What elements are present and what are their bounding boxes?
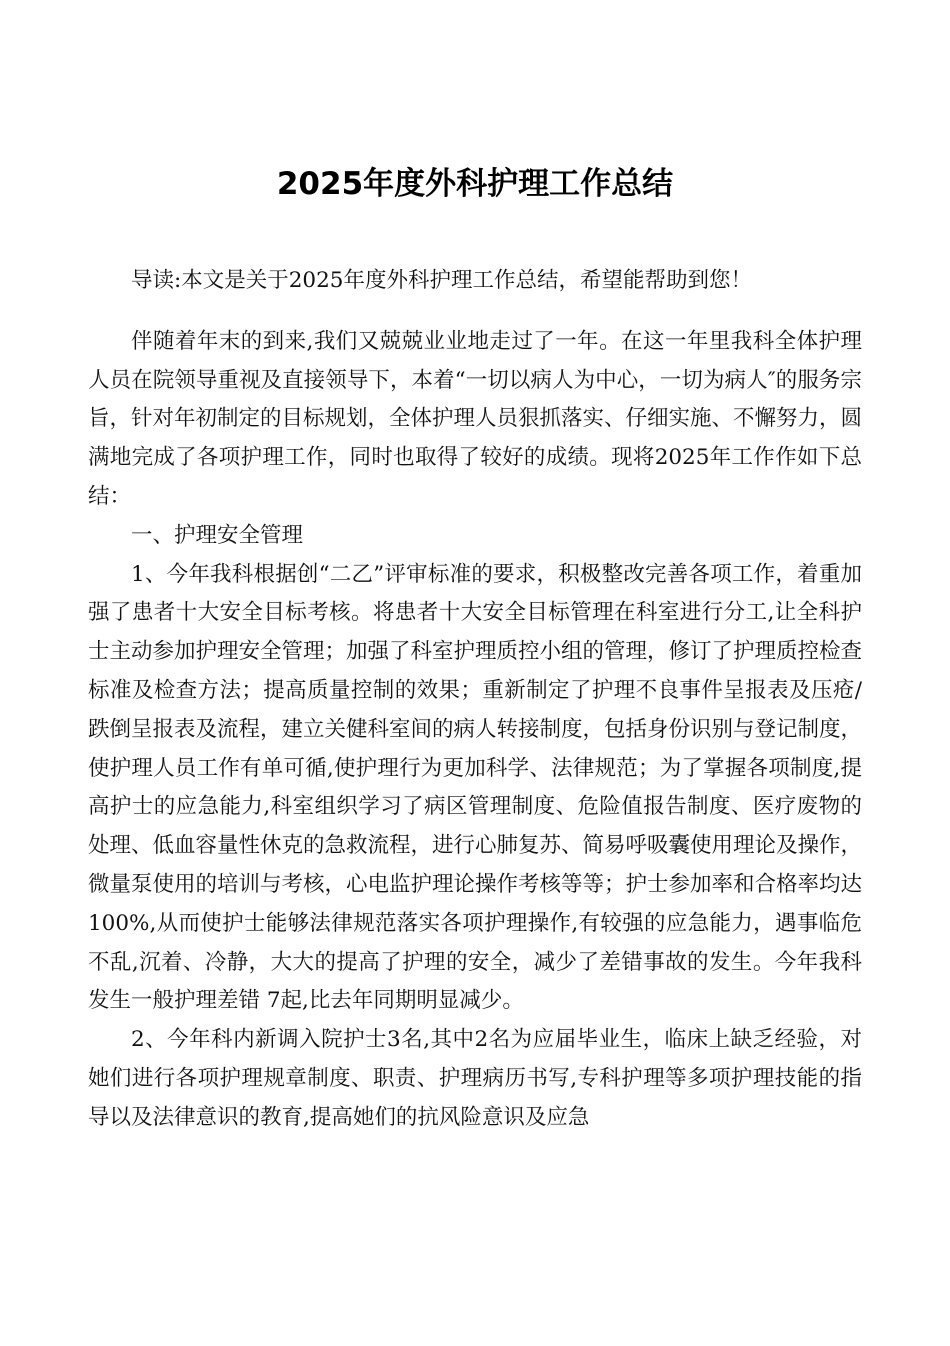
document-title: 2025年度外科护理工作总结	[276, 166, 674, 202]
body-paragraph: 伴随着年末的到来,我们又兢兢业业地走过了一年。在这一年里我科全体护理人员在院领导重视及直接领导下，本着“一切以病人为中心，一切为病人″的服务宗旨，针对年初制定的目标规划，全体护理人员狠抓落实、仔细实施、不懈努力，圆满地完成了各项护理工作，同时也取得了较好的成绩。现将2025年工作作如下总结：	[88, 328, 863, 509]
document-body	[88, 262, 862, 1138]
body-paragraph: 2、今年科内新调入院护士3名,其中2名为应届毕业生，临床上缺乏经验，对她们进行各项护理规章制度、职责、护理病历书写,专科护理等多项护理技能的指导以及法律意识的教育,提高她们的抗风险意识及应急	[88, 1027, 862, 1130]
intro-paragraph: 导读:本文是关于2025年度外科护理工作总结，希望能帮助到您！	[131, 268, 752, 293]
section-heading: 一、护理安全管理	[131, 522, 304, 548]
body-paragraph: 1、今年我科根据创“二乙”评审标准的要求，积极整改完善各项工作，着重加强了患者十大安全目标考核。将患者十大安全目标管理在科室进行分工,让全科护士主动参加护理安全管理；加强了科室护理质控小组的管理，修订了护理质控检查标准及检查方法；提高质量控制的效果；重新制定了护理不良事件呈报表及压疮/跌倒呈报表及流程，建立关健科室间的病人转接制度，包括身份识别与登记制度，使护理人员工作有单可循,使护理行为更加科学、法律规范；为了掌握各项制度,提高护士的应急能力,科室组织学习了病区管理制度、危险值报告制度、医疗废物的处理、低血容量性休克的急救流程，进行心肺复苏、简易呼吸囊使用理论及操作，微量泵使用的培训与考核，心电监护理论操作考核等等；护士参加率和合格率均达100%,从而使护士能够法律规范落实各项护理操作,有较强的应急能力，遇事临危不乱,沉着、冷静，大大的提高了护理的安全，减少了差错事故的发生。今年我科发生一般护理差错 7起,比去年同期明显减少。	[88, 561, 863, 1014]
